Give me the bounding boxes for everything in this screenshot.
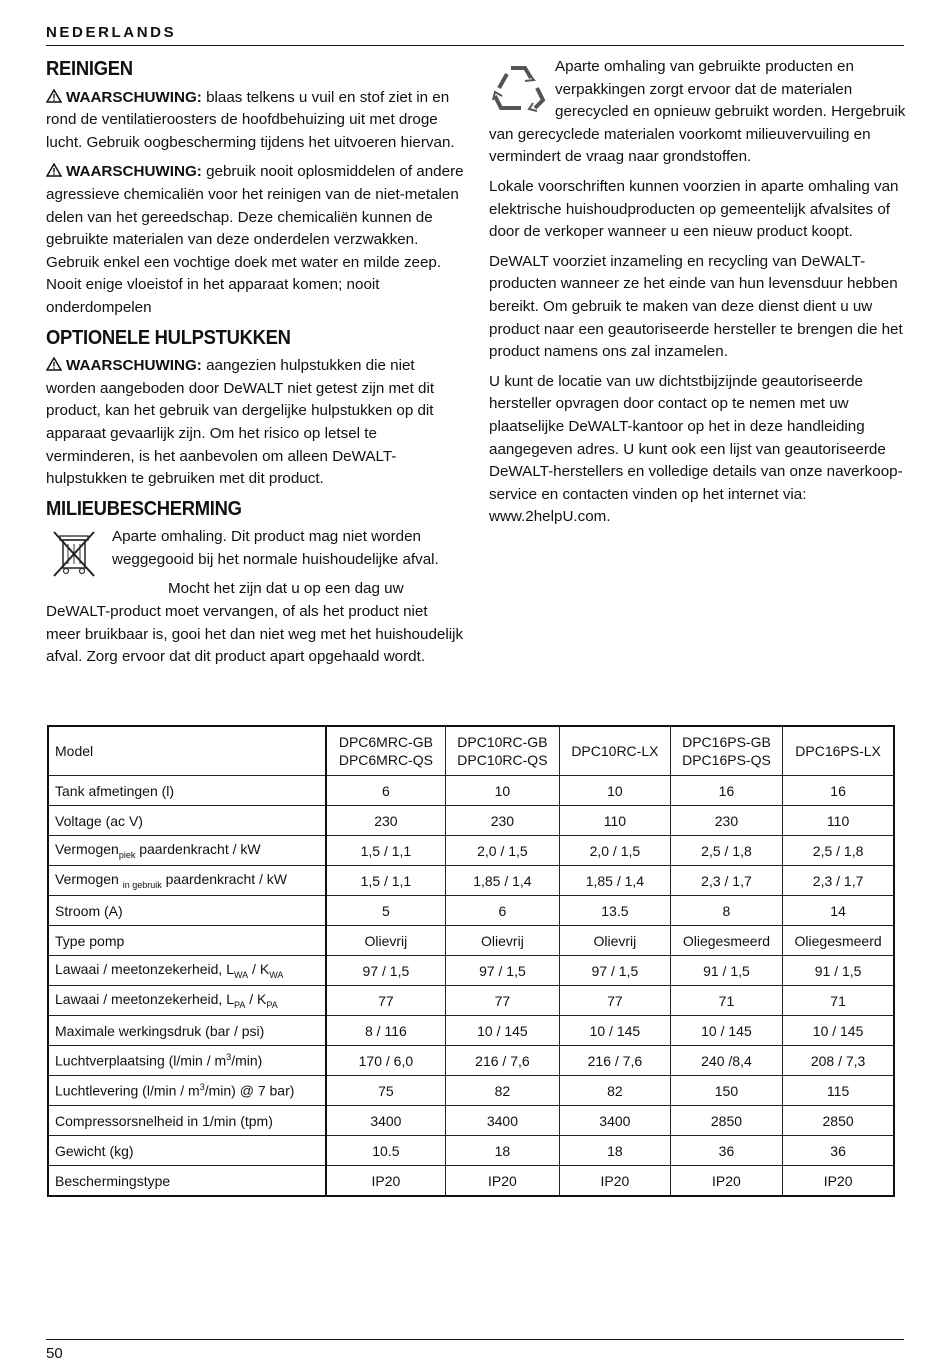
- table-row: [48, 1136, 894, 1166]
- table-cell: 82: [445, 1076, 559, 1106]
- warning-triangle-icon: [46, 89, 62, 103]
- table-cell: 3400: [326, 1106, 445, 1136]
- table-cell: 110: [783, 806, 894, 836]
- table-cell: 115: [783, 1076, 894, 1106]
- row-label: Lawaai / meetonzekerheid, $L_{PA} / K_{PA}$: [48, 986, 326, 1016]
- row-label-subscript: piek: [118, 849, 136, 860]
- model-name: DPC16PS-GB: [682, 734, 771, 750]
- spec-table: [47, 725, 895, 1197]
- warning-text: blaas telkens u vuil en stof ziet in en rond de ventilatieroosters de hoofdbehuizing uit met droge lucht. Gebruik oogbescherming tijdens het uitvoeren hiervan.: [46, 88, 455, 151]
- table-cell: 170 / 6,0: [326, 1046, 445, 1076]
- model-name: DPC6MRC-QS: [338, 752, 433, 768]
- table-row: [48, 836, 894, 866]
- row-label-subscript: in gebruik: [122, 879, 162, 890]
- table-cell: 14: [783, 896, 894, 926]
- table-row: [48, 1106, 894, 1136]
- section-title-accessories: OPTIONELE HULPSTUKKEN: [46, 326, 291, 349]
- model-name: DPC16PS-LX: [795, 743, 881, 759]
- warning-text: gebruik nooit oplosmiddelen of andere agressieve chemicaliën voor het reinigen van de niet-metalen delen van het gereedschap. Deze chemicaliën kunnen de gebruikte materialen van deze onderdelen verzwakken. Gebruik enkel een vochtige doek met water en milde zeep. Nooit enige vloeistof in het apparaat komen; nooit onderdompelen: [46, 163, 464, 316]
- page-number: 50: [46, 1345, 63, 1362]
- table-cell: 18: [445, 1136, 559, 1166]
- environment-paragraph-1: Aparte omhaling. Dit product mag niet worden weggegooid bij het normale huishoudelijke afval.: [112, 528, 439, 568]
- table-cell: 1,5 / 1,1: [326, 836, 445, 866]
- table-cell: 2850: [783, 1106, 894, 1136]
- table-cell: Oliegesmeerd: [783, 926, 894, 956]
- table-cell: 216 / 7,6: [560, 1046, 671, 1076]
- table-cell: 10 / 145: [560, 1016, 671, 1046]
- table-cell: 18: [560, 1136, 671, 1166]
- table-cell: 91 / 1,5: [783, 956, 894, 986]
- recycle-icon: [489, 62, 547, 114]
- table-cell: 8 / 116: [326, 1016, 445, 1046]
- table-cell: 2,3 / 1,7: [783, 866, 894, 896]
- table-cell: 3400: [445, 1106, 559, 1136]
- table-cell: 3400: [560, 1106, 671, 1136]
- row-label: Voltage (ac V): [48, 806, 326, 836]
- table-cell: IP20: [560, 1166, 671, 1197]
- row-label-subscript: WA: [234, 969, 249, 980]
- table-cell: 97 / 1,5: [326, 956, 445, 986]
- row-label: Beschermingstype: [48, 1166, 326, 1197]
- table-row: [48, 926, 894, 956]
- table-cell: 2,5 / 1,8: [670, 836, 782, 866]
- warning-triangle-icon: [46, 357, 62, 371]
- table-cell: 230: [445, 806, 559, 836]
- table-cell: 77: [445, 986, 559, 1016]
- table-cell: 110: [560, 806, 671, 836]
- table-row: [48, 986, 894, 1016]
- warning-text: aangezien hulpstukken die niet worden aangeboden door DeWALT niet getest zijn met dit product, kan het gebruik van dergelijke hulpstukken op dit apparaat gevaarlijk zijn. Om het risico op letsel te verminderen, is het aanbevolen om alleen DeWALT-hulpstukken te gebruiken met dit product.: [46, 357, 435, 488]
- row-label: Luchtlevering $(l/\min / m^3/\min)$ @ 7 bar): [48, 1076, 326, 1106]
- table-cell: 10: [445, 776, 559, 806]
- recycling-paragraph-4: U kunt de locatie van uw dichtstbijzijnde geautoriseerde hersteller opvragen door contact op te nemen met uw plaatselijke DeWALT-kantoor op het in deze handleiding aangegeven adres. U kunt ook een lijst van geautoriseerde DeWALT-herstellers en volledige details van onze naverkoop-service en contacten vinden op het internet via: www.2helpU.com.: [489, 372, 903, 526]
- top-rule: [46, 45, 904, 46]
- section-title-cleaning: REINIGEN: [46, 58, 133, 80]
- table-cell: 36: [670, 1136, 782, 1166]
- model-header-cell: [560, 726, 671, 776]
- row-label-subscript: WA: [269, 969, 284, 980]
- table-cell: 2850: [670, 1106, 782, 1136]
- table-cell: 6: [326, 776, 445, 806]
- row-label: Maximale werkingsdruk (bar / psi): [48, 1016, 326, 1046]
- table-cell: 82: [560, 1076, 671, 1106]
- table-cell: 1,85 / 1,4: [560, 866, 671, 896]
- table-row: [48, 866, 894, 896]
- recycling-paragraph-3: DeWALT voorziet inzameling en recycling van DeWALT-producten wanneer ze het einde van hun levensduur hebben bereikt. Om gebruik te maken van deze dienst dient u uw product naar een geautoriseerde hersteller te brengen die het product namens ons zal inzamelen.: [489, 252, 903, 361]
- table-row: [48, 896, 894, 926]
- table-cell: 240 /8,4: [670, 1046, 782, 1076]
- warning-label: WAARSCHUWING:: [66, 357, 202, 375]
- table-cell: 16: [670, 776, 782, 806]
- table-cell: Olievrij: [560, 926, 671, 956]
- table-header-label: Model: [48, 726, 326, 776]
- warning-triangle-icon: [46, 163, 62, 177]
- warning-label: WAARSCHUWING:: [66, 88, 202, 106]
- bottom-rule: [46, 1339, 904, 1340]
- table-cell: 77: [326, 986, 445, 1016]
- table-cell: 75: [326, 1076, 445, 1106]
- table-cell: 6: [445, 896, 559, 926]
- table-cell: 1,85 / 1,4: [445, 866, 559, 896]
- recycling-paragraph-2: Lokale voorschriften kunnen voorzien in aparte omhaling van elektrische huishoudproducten op gemeentelijk afvalsites of door de verkoper wanneer u een nieuw product koopt.: [489, 177, 899, 241]
- table-cell: 8: [670, 896, 782, 926]
- cleaning-warning-2: [46, 161, 466, 319]
- row-label: Gewicht (kg): [48, 1136, 326, 1166]
- table-cell: 1,5 / 1,1: [326, 866, 445, 896]
- table-cell: IP20: [445, 1166, 559, 1197]
- model-name: DPC10RC-QS: [457, 752, 548, 768]
- table-cell: 2,5 / 1,8: [783, 836, 894, 866]
- row-label: Vermogen$_{piek}$ paardenkracht / kW: [48, 836, 326, 866]
- left-column: [46, 56, 466, 676]
- table-cell: 2,0 / 1,5: [445, 836, 559, 866]
- recycling-paragraph-1: Aparte omhaling van gebruikte producten en verpakkingen zorgt ervoor dat de materialen gerecycled en opnieuw gebruikt worden. Hergebruik van gerecyclede materialen voorkomt milieuvervuiling en vermindert de vraag naar grondstoffen.: [489, 58, 906, 166]
- cleaning-warning-1: [46, 87, 466, 155]
- table-row: [48, 1016, 894, 1046]
- table-cell: 150: [670, 1076, 782, 1106]
- table-cell: 2,0 / 1,5: [560, 836, 671, 866]
- table-cell: 230: [670, 806, 782, 836]
- row-label: Vermogen $_{in gebruik}$ paardenkracht / kW: [48, 866, 326, 896]
- section-title-environment: MILIEUBESCHERMING: [46, 497, 242, 520]
- row-label: Tank afmetingen (l): [48, 776, 326, 806]
- table-header-row: [48, 726, 894, 776]
- environment-block: [46, 526, 466, 669]
- table-cell: 97 / 1,5: [445, 956, 559, 986]
- table-row: [48, 1166, 894, 1197]
- environment-paragraph-2: Mocht het zijn dat u op een dag uw DeWALT-product moet vervangen, of als het product niet meer bruikbaar is, gooi het dan niet weg met het huishoudelijk afval. Zorg ervoor dat dit product apart opgehaald wordt.: [46, 580, 464, 666]
- model-header-cell: [783, 726, 894, 776]
- table-cell: 36: [783, 1136, 894, 1166]
- model-header-cell: [445, 726, 559, 776]
- model-name: DPC16PS-QS: [682, 752, 771, 768]
- spec-table-body: [48, 726, 894, 1196]
- table-cell: IP20: [670, 1166, 782, 1197]
- table-cell: IP20: [783, 1166, 894, 1197]
- row-label: Type pomp: [48, 926, 326, 956]
- table-cell: 10: [560, 776, 671, 806]
- table-row: [48, 956, 894, 986]
- row-label-subscript: PA: [266, 999, 278, 1010]
- row-label: Lawaai / meetonzekerheid, $L_{WA} / K_{WA}$: [48, 956, 326, 986]
- model-name: DPC10RC-LX: [571, 743, 659, 759]
- table-cell: 16: [783, 776, 894, 806]
- table-cell: 5: [326, 896, 445, 926]
- language-header: NEDERLANDS: [46, 24, 177, 41]
- model-name: DPC10RC-GB: [457, 734, 548, 750]
- table-cell: 91 / 1,5: [670, 956, 782, 986]
- right-column: [489, 56, 909, 536]
- row-label-superscript: 3: [199, 1082, 205, 1093]
- table-cell: 10 / 145: [670, 1016, 782, 1046]
- table-cell: 10.5: [326, 1136, 445, 1166]
- table-row: [48, 776, 894, 806]
- model-header-cell: [326, 726, 445, 776]
- table-cell: 208 / 7,3: [783, 1046, 894, 1076]
- table-cell: 71: [783, 986, 894, 1016]
- table-cell: 10 / 145: [783, 1016, 894, 1046]
- row-label: Stroom (A): [48, 896, 326, 926]
- warning-label: WAARSCHUWING:: [66, 163, 202, 181]
- table-cell: Olievrij: [445, 926, 559, 956]
- table-cell: IP20: [326, 1166, 445, 1197]
- crossed-out-wheelie-bin-icon: [46, 526, 102, 582]
- row-label: Compressorsnelheid in 1/min (tpm): [48, 1106, 326, 1136]
- table-cell: 2,3 / 1,7: [670, 866, 782, 896]
- row-label-subscript: PA: [234, 999, 246, 1010]
- table-cell: 216 / 7,6: [445, 1046, 559, 1076]
- table-cell: Olievrij: [326, 926, 445, 956]
- row-label-superscript: 3: [226, 1052, 232, 1063]
- table-cell: 13.5: [560, 896, 671, 926]
- table-row: [48, 806, 894, 836]
- table-cell: Oliegesmeerd: [670, 926, 782, 956]
- model-header-cell: [670, 726, 782, 776]
- table-cell: 77: [560, 986, 671, 1016]
- accessories-warning: [46, 355, 466, 491]
- table-row: [48, 1076, 894, 1106]
- table-row: [48, 1046, 894, 1076]
- row-label: Luchtverplaatsing $(l/\min / m^3/\min)$: [48, 1046, 326, 1076]
- table-cell: 71: [670, 986, 782, 1016]
- table-cell: 97 / 1,5: [560, 956, 671, 986]
- table-cell: 10 / 145: [445, 1016, 559, 1046]
- table-cell: 230: [326, 806, 445, 836]
- model-name: DPC6MRC-GB: [338, 734, 433, 750]
